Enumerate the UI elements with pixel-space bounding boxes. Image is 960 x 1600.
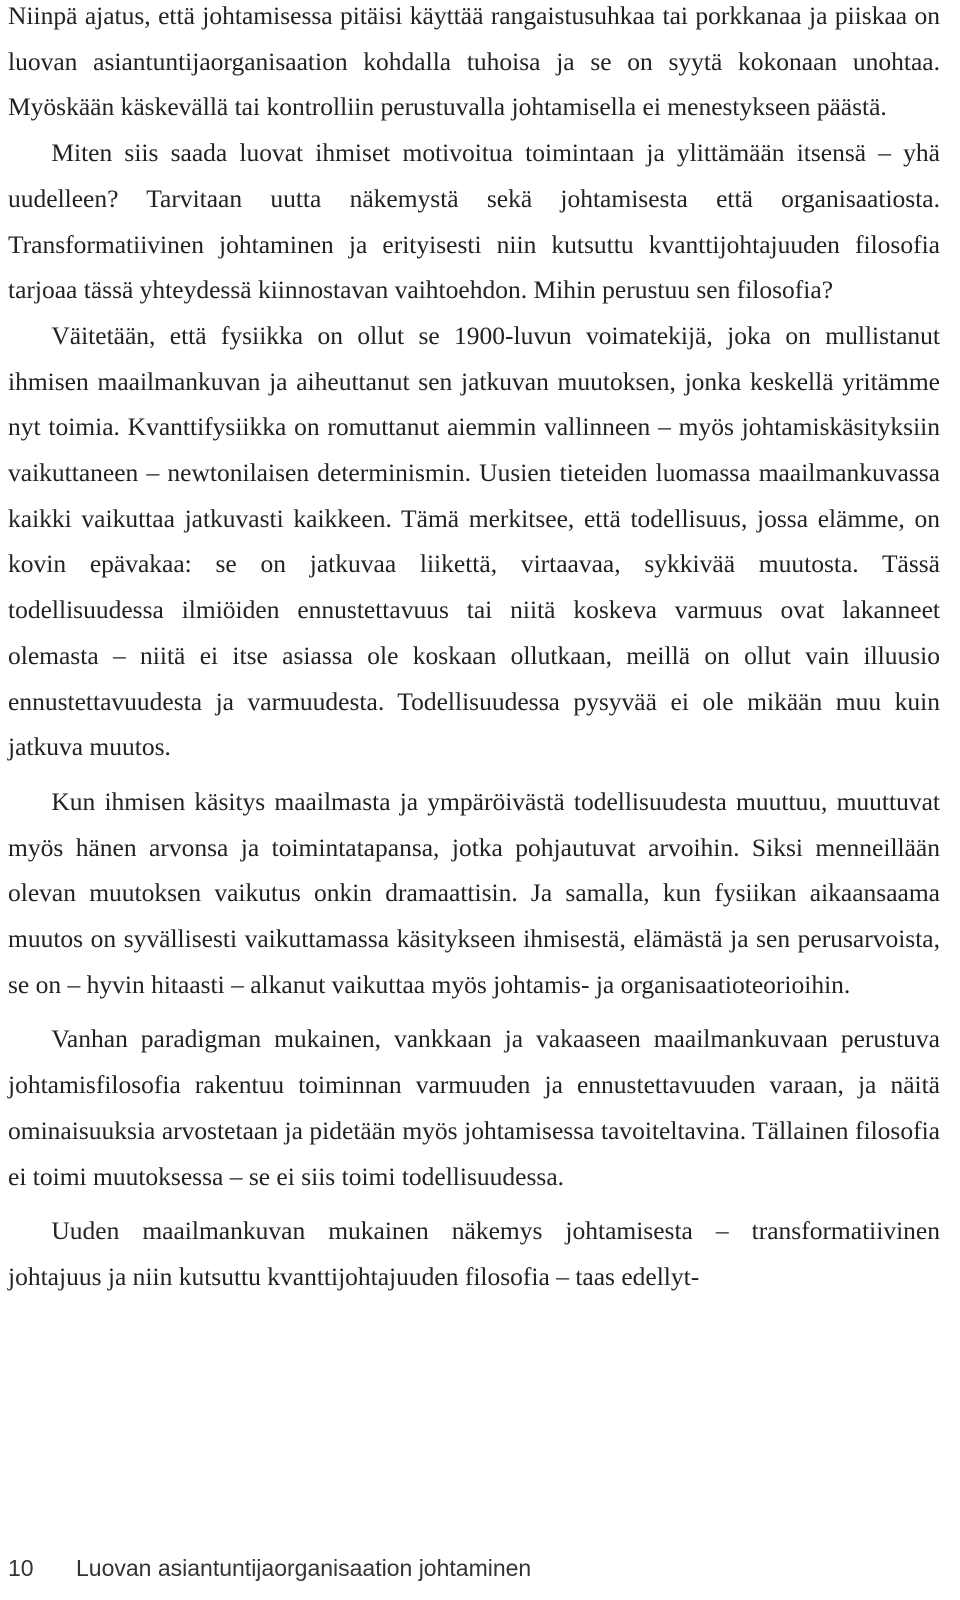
- paragraph-3: Väitetään, että fysiikka on ollut se 1900-luvun voimatekijä, joka on mullistanut ihmisen maailmankuvan ja aiheuttanut sen jatkuvan muutoksen, jonka keskellä yritämme nyt toimia. Kvanttifysiikka on romuttanut aiemmin vallinneen – myös johtamiskäsityksiin vaikuttaneen – newtonilaisen determinismin. Uusien tieteiden luomassa maailmankuvassa kaikki vaikuttaa jatkuvasti kaikkeen. Tämä merkitsee, että todellisuus, jossa elämme, on kovin epävakaa: se on jatkuvaa liikettä, virtaavaa, sykkivää muutosta. Tässä todellisuudessa ilmiöiden ennustettavuus tai niitä koskeva varmuus ovat lakanneet olemasta – niitä ei itse asiassa ole koskaan ollutkaan, meillä on ollut vain illuusio ennustettavuudesta ja varmuudesta. Todellisuudessa pysyvää ei ole mikään muu kuin jatkuva muutos.: [8, 320, 940, 762]
- page-footer: [8, 1555, 531, 1582]
- paragraph-2: Miten siis saada luovat ihmiset motivoitua toimintaan ja ylittämään itsensä – yhä uudelleen? Tarvitaan uutta näkemystä sekä johtamisesta että organisaatiosta. Transformatiivinen johtaminen ja erityisesti niin kutsuttu kvanttijohtajuuden filosofia tarjoaa tässä yhteydessä kiinnostavan vaihtoehdon. Mihin perustuu sen filosofia?: [8, 138, 940, 305]
- body-text: [8, 0, 940, 1300]
- running-title: Luovan asiantuntijaorganisaation johtaminen: [76, 1555, 532, 1581]
- paragraph-5: Vanhan paradigman mukainen, vankkaan ja vakaaseen maailmankuvaan perustuva johtamisfilosofia rakentuu toiminnan varmuuden ja ennustettavuuden varaan, ja näitä ominaisuuksia arvostetaan ja pidetään myös johtamisessa tavoiteltavina. Tällainen filosofia ei toimi muutoksessa – se ei siis toimi todellisuudessa.: [8, 1024, 940, 1191]
- paragraph-4: Kun ihmisen käsitys maailmasta ja ympäröivästä todellisuudesta muuttuu, muuttuvat myös hänen arvonsa ja toimintatapansa, jotka pohjautuvat arvoihin. Siksi menneillään olevan muutoksen vaikutus onkin dramaattisin. Ja samalla, kun fysiikan aikaansaama muutos on syvällisesti vaikuttamassa käsitykseen ihmisestä, elämästä ja sen perusarvoista, se on – hyvin hitaasti – alkanut vaikuttaa myös johtamis- ja organisaatioteorioihin.: [8, 786, 940, 999]
- page-number: 10: [8, 1555, 34, 1581]
- paragraph-6: Uuden maailmankuvan mukainen näkemys johtamisesta – transformatiivinen johtajuus ja niin kutsuttu kvanttijohtajuuden filosofia – taas edellyt-: [8, 1216, 940, 1291]
- paragraph-1: Niinpä ajatus, että johtamisessa pitäisi käyttää rangaistusuhkaa tai porkkanaa ja piiskaa on luovan asiantuntijaorganisaation kohdalla tuhoisa ja se on syytä kokonaan unohtaa. Myöskään käskevällä tai kontrolliin perustuvalla johtamisella ei menestykseen päästä.: [8, 1, 940, 122]
